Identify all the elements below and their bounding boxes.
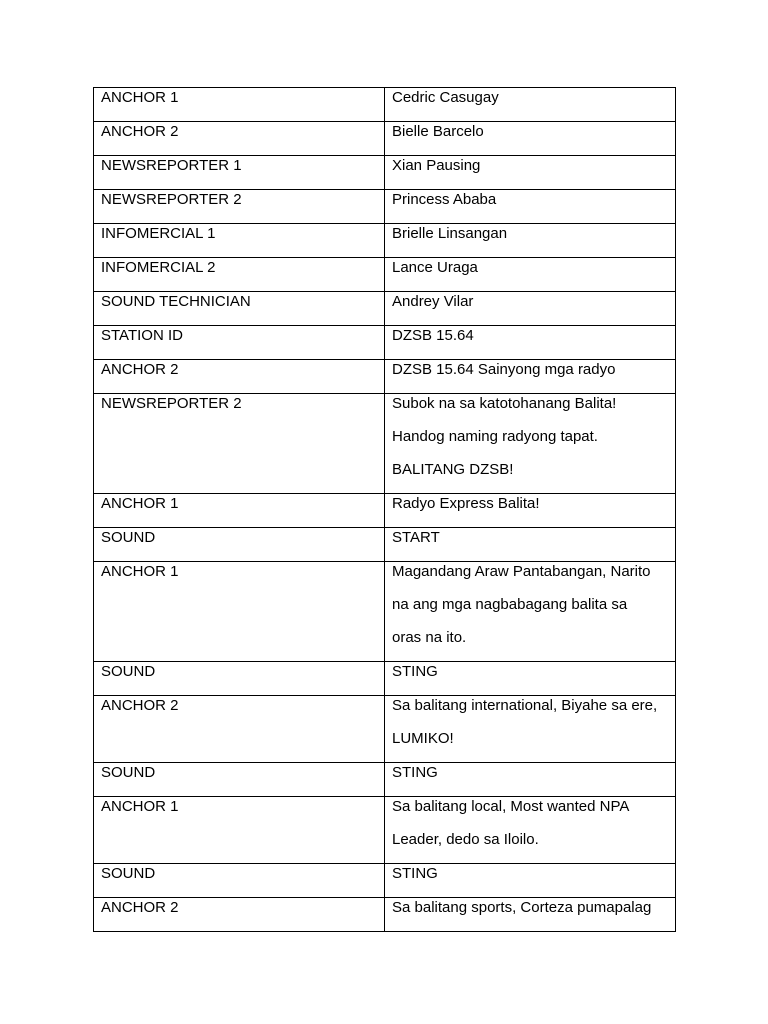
content-line: Xian Pausing xyxy=(392,157,481,174)
table-row xyxy=(94,394,676,494)
role-cell xyxy=(94,864,385,898)
role-label: ANCHOR 1 xyxy=(101,89,179,106)
table-row xyxy=(94,122,676,156)
role-label: ANCHOR 2 xyxy=(101,361,179,378)
content-cell xyxy=(385,562,676,662)
table-row xyxy=(94,662,676,696)
content-cell xyxy=(385,898,676,932)
table-row xyxy=(94,494,676,528)
content-line: STING xyxy=(392,865,438,882)
role-cell xyxy=(94,797,385,864)
content-line: Cedric Casugay xyxy=(392,89,499,106)
role-label: NEWSREPORTER 2 xyxy=(101,395,242,412)
role-cell xyxy=(94,292,385,326)
role-cell xyxy=(94,494,385,528)
content-cell xyxy=(385,763,676,797)
content-line: Radyo Express Balita! xyxy=(392,495,540,512)
table-row xyxy=(94,258,676,292)
content-cell xyxy=(385,156,676,190)
content-line: Bielle Barcelo xyxy=(392,123,484,140)
role-cell xyxy=(94,326,385,360)
role-cell xyxy=(94,190,385,224)
role-label: NEWSREPORTER 1 xyxy=(101,157,242,174)
role-label: SOUND xyxy=(101,529,156,546)
table-row xyxy=(94,292,676,326)
content-line: Leader, dedo sa Iloilo. xyxy=(392,831,539,848)
table-row xyxy=(94,88,676,122)
role-cell xyxy=(94,258,385,292)
content-line: Andrey Vilar xyxy=(392,293,474,310)
content-line: Magandang Araw Pantabangan, Narito xyxy=(392,563,651,580)
role-cell xyxy=(94,122,385,156)
content-line: na ang mga nagbabagang balita sa xyxy=(392,596,628,613)
role-cell xyxy=(94,360,385,394)
role-label: SOUND xyxy=(101,865,156,882)
table-row xyxy=(94,224,676,258)
content-cell xyxy=(385,394,676,494)
role-cell xyxy=(94,88,385,122)
table-row xyxy=(94,360,676,394)
content-cell xyxy=(385,528,676,562)
script-table-body xyxy=(94,88,676,932)
role-label: ANCHOR 1 xyxy=(101,563,179,580)
role-label: ANCHOR 1 xyxy=(101,798,179,815)
content-line: Sa balitang international, Biyahe sa ere, xyxy=(392,697,658,714)
role-label: NEWSREPORTER 2 xyxy=(101,191,242,208)
table-row xyxy=(94,898,676,932)
table-row xyxy=(94,528,676,562)
content-cell xyxy=(385,292,676,326)
table-row xyxy=(94,156,676,190)
role-label: STATION ID xyxy=(101,327,183,344)
content-line: START xyxy=(392,529,440,546)
content-cell xyxy=(385,360,676,394)
content-cell xyxy=(385,88,676,122)
table-row xyxy=(94,562,676,662)
role-cell xyxy=(94,763,385,797)
role-label: SOUND xyxy=(101,764,156,781)
content-line: Lance Uraga xyxy=(392,259,478,276)
content-line: Princess Ababa xyxy=(392,191,497,208)
table-row xyxy=(94,763,676,797)
role-label: ANCHOR 2 xyxy=(101,697,179,714)
content-cell xyxy=(385,797,676,864)
role-label: ANCHOR 1 xyxy=(101,495,179,512)
content-line: DZSB 15.64 xyxy=(392,327,474,344)
table-row xyxy=(94,326,676,360)
table-row xyxy=(94,696,676,763)
content-cell xyxy=(385,122,676,156)
content-line: DZSB 15.64 Sainyong mga radyo xyxy=(392,361,616,378)
content-line: STING xyxy=(392,764,438,781)
content-cell xyxy=(385,696,676,763)
table-row xyxy=(94,797,676,864)
role-label: ANCHOR 2 xyxy=(101,123,179,140)
content-line: Sa balitang local, Most wanted NPA xyxy=(392,798,630,815)
role-cell xyxy=(94,394,385,494)
role-cell xyxy=(94,156,385,190)
content-cell xyxy=(385,662,676,696)
role-label: INFOMERCIAL 1 xyxy=(101,225,216,242)
content-cell xyxy=(385,326,676,360)
role-label: SOUND xyxy=(101,663,156,680)
role-label: ANCHOR 2 xyxy=(101,899,179,916)
role-cell xyxy=(94,898,385,932)
content-line: STING xyxy=(392,663,438,680)
role-label: INFOMERCIAL 2 xyxy=(101,259,216,276)
role-cell xyxy=(94,562,385,662)
table-row xyxy=(94,864,676,898)
content-cell xyxy=(385,258,676,292)
content-cell xyxy=(385,224,676,258)
role-cell xyxy=(94,662,385,696)
content-cell xyxy=(385,494,676,528)
role-cell xyxy=(94,696,385,763)
radio-script-table xyxy=(93,87,676,932)
content-line: Brielle Linsangan xyxy=(392,225,508,242)
content-cell xyxy=(385,190,676,224)
role-label: SOUND TECHNICIAN xyxy=(101,293,251,310)
table-row xyxy=(94,190,676,224)
role-cell xyxy=(94,224,385,258)
content-line: Sa balitang sports, Corteza pumapalag xyxy=(392,899,652,916)
content-line: oras na ito. xyxy=(392,629,467,646)
content-line: Subok na sa katotohanang Balita! xyxy=(392,395,617,412)
content-line: BALITANG DZSB! xyxy=(392,461,514,478)
content-cell xyxy=(385,864,676,898)
content-line: Handog naming radyong tapat. xyxy=(392,428,598,445)
role-cell xyxy=(94,528,385,562)
content-line: LUMIKO! xyxy=(392,730,454,747)
